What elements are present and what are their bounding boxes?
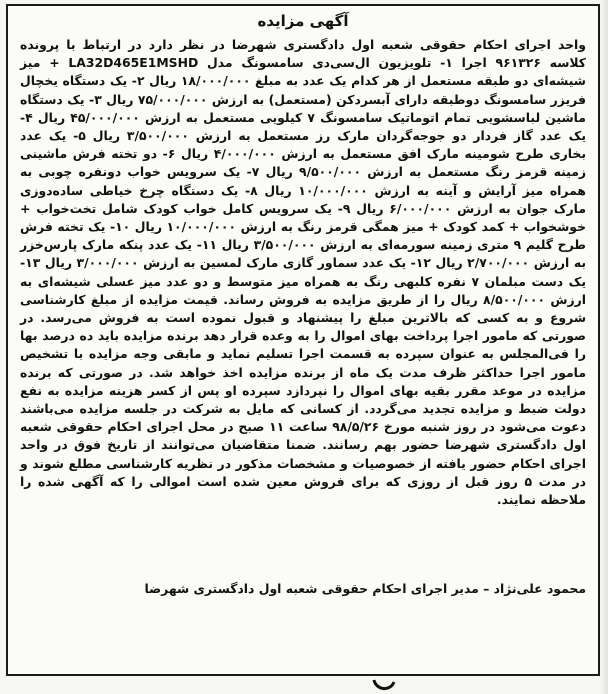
scan-shadow (600, 0, 608, 694)
notice-body: واحد اجرای احکام حقوقی شعبه اول دادگستری شهرضا در نظر دارد در ارتباط با پرونده کلاسه ۹۶۱۳۲۶ اجرا ۱- تلویزیون ال‌سی‌دی سامسونگ مدل LA32D465E1MSHD + میز شیشه‌ای دو طبقه مستعمل از هر کدام یک عدد به مبلغ ۱۸/۰۰۰/۰۰۰ ریال ۲- یک دستگاه یخچال فریزر سامسونگ دوطبقه دارای آبسردکن (مستعمل) به ارزش ۷۵/۰۰۰/۰۰۰ ریال ۳- یک دستگاه ماشین لباسشویی تمام اتوماتیک سامسونگ ۷ کیلویی مستعمل به ارزش ۴۵/۰۰۰/۰۰۰ ریال ۴- یک عدد گاز فردار دو جوجه‌گردان مارک رز مستعمل به ارزش ۳/۵۰۰/۰۰۰ ریال ۵- یک عدد بخاری طرح شومینه مارک افق مستعمل به ارزش ۴/۰۰۰/۰۰۰ ریال ۶- دو تخته فرش ماشینی زمینه قرمز رنگ مستعمل به ارزش ۹/۵۰۰/۰۰۰ ریال ۷- یک سرویس خواب دونفره چوبی به همراه میز آرایش و آینه به ارزش ۱۰/۰۰۰/۰۰۰ ریال ۸- یک دستگاه چرخ خیاطی ساده‌دوزی مارک جوان به ارزش ۶/۰۰۰/۰۰۰ ریال ۹- یک سرویس کامل خواب کودک شامل تخت‌خواب + خوشخواب + کمد کودک + میز همگی قرمز رنگ به ارزش ۱۰/۰۰۰/۰۰۰ ریال ۱۰- یک تخته فرش طرح گلیم ۹ متری زمینه سورمه‌ای به ارزش ۳/۵۰۰/۰۰۰ ریال ۱۱- یک عدد پنکه مارک پارس‌خزر به ارزش ۲/۷۰۰/۰۰۰ ریال ۱۲- یک عدد سماور گازی مارک لمسین به ارزش ۳/۰۰۰/۰۰۰ ریال ۱۳- یک دست مبلمان ۷ نفره کلبهی رنگ به همراه میز متوسط و دو عدد میز عسلی شیشه‌ای به ارزش ۸/۵۰۰/۰۰۰ ریال را از طریق مزایده به فروش رساند. قیمت مزایده از مبلغ کارشناسی شروع و به کسی که بالاترین مبلغ را پیشنهاد و قبول نموده است به فروش می‌رسد. در صورتی که مامور اجرا پرداخت بهای اموال را به وعده قرار دهد برنده مزایده باید ده درصد بها را فی‌المجلس به عنوان سپرده به قسمت اجرا تسلیم نماید و مابقی وجه مزایده با تشخیص مامور اجرا حداکثر ظرف مدت یک ماه از برنده مزایده اخذ خواهد شد. در صورتی که برنده مزایده در موعد مقرر بقیه بهای اموال را نپردازد سپرده او پس از کسر هزینه مزایده به نفع دولت ضبط و مزایده تجدید می‌گردد. از کسانی که مایل به شرکت در جلسه مزایده می‌باشند دعوت می‌شود در روز شنبه مورخ ۹۸/۵/۲۶ ساعت ۱۱ صبح در محل اجرای احکام حقوقی شعبه اول دادگستری شهرضا حضور بهم رسانند. ضمنا متقاضیان می‌توانند از تاریخ فوق در واحد اجرای احکام حضور یافته از خصوصیات و مشخصات مذکور در نظریه کارشناسی مطلع شوند و در مدت ۵ روز قبل از روزی که برای فروش معین شده است اموالی را که آگهی شده را ملاحظه نمایند. (20, 37, 587, 508)
notice-title: آگهی مزایده (257, 12, 349, 30)
cropped-mark-icon (370, 678, 398, 694)
notice-frame (6, 4, 600, 676)
notice-signature: محمود علی‌نژاد – مدیر اجرای احکام حقوقی شعبه اول دادگستری شهرضا (144, 581, 586, 596)
